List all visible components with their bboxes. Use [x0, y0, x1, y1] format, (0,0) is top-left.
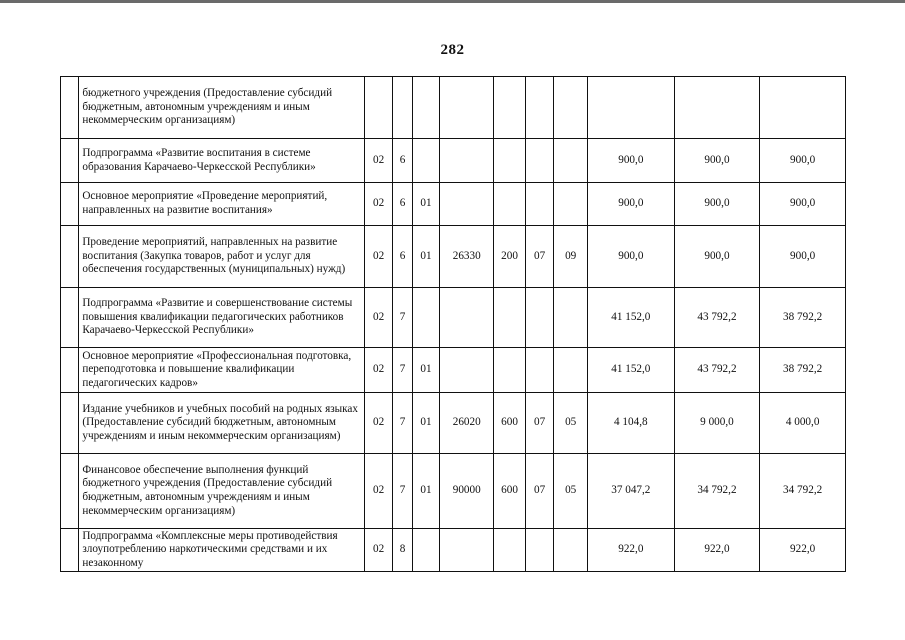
code-subsection [554, 77, 588, 139]
code-expense-type: 200 [494, 226, 526, 288]
amount-year-1: 41 152,0 [588, 288, 675, 348]
code-subprogram: 7 [393, 288, 412, 348]
code-direction: 26330 [440, 226, 494, 288]
code-subprogram: 6 [393, 226, 412, 288]
table-row [61, 454, 846, 529]
code-subprogram: 7 [393, 348, 412, 393]
amount-year-3: 900,0 [760, 139, 846, 183]
row-marker-cell [61, 348, 79, 393]
scan-top-edge [0, 0, 905, 3]
code-subprogram: 8 [393, 529, 412, 572]
amount-year-2: 34 792,2 [674, 454, 760, 529]
code-subprogram: 7 [393, 393, 412, 454]
code-section [525, 348, 554, 393]
code-expense-type [494, 348, 526, 393]
code-subsection [554, 139, 588, 183]
code-program: 02 [364, 348, 393, 393]
row-marker-cell [61, 529, 79, 572]
code-program: 02 [364, 288, 393, 348]
row-marker-cell [61, 139, 79, 183]
amount-year-1: 4 104,8 [588, 393, 675, 454]
code-subsection: 05 [554, 454, 588, 529]
row-name: бюджетного учреждения (Предоставление субсидий бюджетным, автономным учреждениям и иным некоммерческим организациям) [79, 77, 364, 139]
code-expense-type [494, 77, 526, 139]
row-marker-cell [61, 454, 79, 529]
row-name: Издание учебников и учебных пособий на родных языках (Предоставление субсидий бюджетным, автономным учреждениям и иным некоммерческим организациям) [79, 393, 364, 454]
code-subsection [554, 288, 588, 348]
code-section [525, 183, 554, 226]
row-name: Финансовое обеспечение выполнения функций бюджетного учреждения (Предоставление субсидий бюджетным, автономным учреждениям и иным некоммерческим организациям) [79, 454, 364, 529]
amount-year-1 [588, 77, 675, 139]
table-row [61, 529, 846, 572]
table-row [61, 77, 846, 139]
code-section: 07 [525, 454, 554, 529]
amount-year-3: 4 000,0 [760, 393, 846, 454]
code-expense-type [494, 139, 526, 183]
amount-year-2: 900,0 [674, 183, 760, 226]
code-section: 07 [525, 226, 554, 288]
code-section [525, 288, 554, 348]
code-direction [440, 348, 494, 393]
code-activity [412, 288, 440, 348]
code-activity [412, 529, 440, 572]
amount-year-3: 900,0 [760, 226, 846, 288]
code-subsection [554, 183, 588, 226]
code-subprogram: 6 [393, 183, 412, 226]
table-row [61, 348, 846, 393]
row-name: Подпрограмма «Развитие и совершенствование системы повышения квалификации педагогических работников Карачаево-Черкесской Республики» [79, 288, 364, 348]
code-activity [412, 77, 440, 139]
code-expense-type [494, 183, 526, 226]
code-section [525, 529, 554, 572]
code-expense-type: 600 [494, 393, 526, 454]
code-activity [412, 139, 440, 183]
row-marker-cell [61, 77, 79, 139]
code-activity: 01 [412, 454, 440, 529]
page-number: 282 [440, 42, 465, 58]
code-subsection [554, 348, 588, 393]
code-expense-type [494, 288, 526, 348]
code-direction: 26020 [440, 393, 494, 454]
amount-year-1: 922,0 [588, 529, 675, 572]
budget-table [60, 76, 846, 572]
code-expense-type: 600 [494, 454, 526, 529]
row-name: Проведение мероприятий, направленных на развитие воспитания (Закупка товаров, работ и услуг для обеспечения государственных (муниципальных) нужд) [79, 226, 364, 288]
code-program: 02 [364, 139, 393, 183]
code-subprogram [393, 77, 412, 139]
code-section: 07 [525, 393, 554, 454]
amount-year-3: 922,0 [760, 529, 846, 572]
code-direction [440, 288, 494, 348]
code-subprogram: 6 [393, 139, 412, 183]
code-section [525, 77, 554, 139]
code-program: 02 [364, 183, 393, 226]
row-name: Подпрограмма «Развитие воспитания в системе образования Карачаево-Черкесской Республики» [79, 139, 364, 183]
code-direction [440, 183, 494, 226]
code-direction: 90000 [440, 454, 494, 529]
code-subsection: 09 [554, 226, 588, 288]
table-row [61, 288, 846, 348]
code-direction [440, 139, 494, 183]
code-activity: 01 [412, 348, 440, 393]
amount-year-1: 41 152,0 [588, 348, 675, 393]
amount-year-3 [760, 77, 846, 139]
table-row [61, 183, 846, 226]
code-activity: 01 [412, 183, 440, 226]
amount-year-2: 43 792,2 [674, 288, 760, 348]
row-name: Основное мероприятие «Профессиональная подготовка, переподготовка и повышение квалификации педагогических кадров» [79, 348, 364, 393]
code-direction [440, 529, 494, 572]
code-expense-type [494, 529, 526, 572]
amount-year-2: 900,0 [674, 226, 760, 288]
amount-year-3: 38 792,2 [760, 348, 846, 393]
table-row [61, 226, 846, 288]
amount-year-2: 9 000,0 [674, 393, 760, 454]
code-subsection [554, 529, 588, 572]
amount-year-1: 37 047,2 [588, 454, 675, 529]
code-program: 02 [364, 226, 393, 288]
row-name: Подпрограмма «Комплексные меры противодействия злоупотреблению наркотическими средствами и их незаконному [79, 529, 364, 572]
code-activity: 01 [412, 393, 440, 454]
amount-year-2: 922,0 [674, 529, 760, 572]
amount-year-3: 34 792,2 [760, 454, 846, 529]
code-subsection: 05 [554, 393, 588, 454]
row-marker-cell [61, 183, 79, 226]
amount-year-1: 900,0 [588, 183, 675, 226]
code-section [525, 139, 554, 183]
amount-year-1: 900,0 [588, 139, 675, 183]
code-program: 02 [364, 393, 393, 454]
row-marker-cell [61, 288, 79, 348]
code-program: 02 [364, 454, 393, 529]
code-program [364, 77, 393, 139]
amount-year-3: 38 792,2 [760, 288, 846, 348]
amount-year-2: 900,0 [674, 139, 760, 183]
amount-year-3: 900,0 [760, 183, 846, 226]
row-marker-cell [61, 226, 79, 288]
amount-year-2 [674, 77, 760, 139]
table-row [61, 139, 846, 183]
code-subprogram: 7 [393, 454, 412, 529]
code-direction [440, 77, 494, 139]
amount-year-2: 43 792,2 [674, 348, 760, 393]
code-program: 02 [364, 529, 393, 572]
table-row [61, 393, 846, 454]
row-marker-cell [61, 393, 79, 454]
amount-year-1: 900,0 [588, 226, 675, 288]
row-name: Основное мероприятие «Проведение мероприятий, направленных на развитие воспитания» [79, 183, 364, 226]
code-activity: 01 [412, 226, 440, 288]
